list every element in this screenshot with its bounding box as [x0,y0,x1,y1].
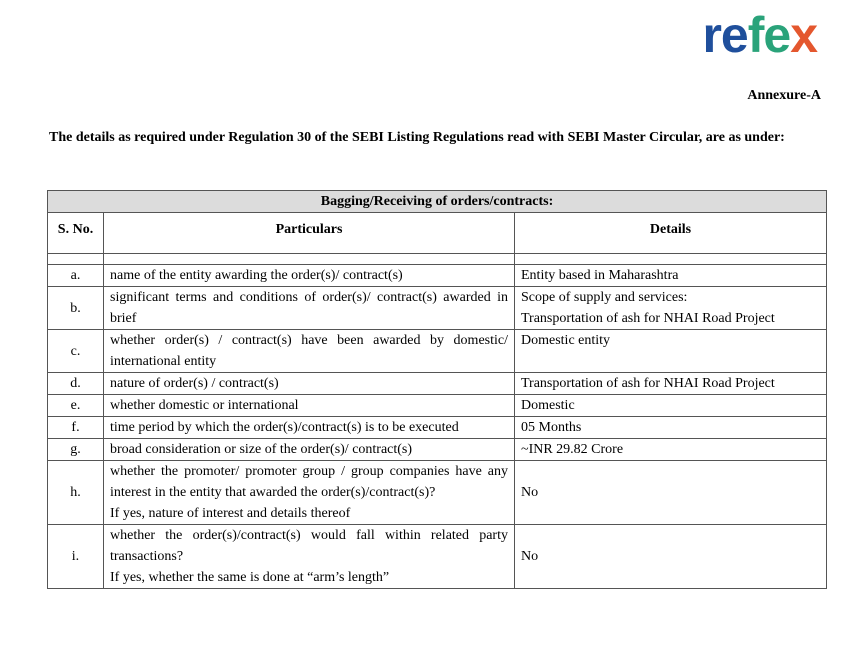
row-particulars: nature of order(s) / contract(s) [104,373,515,395]
table-row [48,461,827,525]
row-sno: a. [48,265,104,287]
row-sno: e. [48,395,104,417]
row-sno: c. [48,330,104,373]
row-particulars: broad consideration or size of the order(s)/ contract(s) [104,439,515,461]
row-sno: d. [48,373,104,395]
row-particulars-line: If yes, nature of interest and details thereof [110,506,351,521]
row-particulars: whether order(s) / contract(s) have been awarded by domestic/ international entity [104,330,515,373]
row-sno: f. [48,417,104,439]
row-sno: g. [48,439,104,461]
row-details-line: Scope of supply and services: [521,290,688,305]
table-row [48,417,827,439]
row-details: Domestic [515,395,827,417]
table-caption: Bagging/Receiving of orders/contracts: [48,191,827,213]
row-particulars: name of the entity awarding the order(s)/ contract(s) [104,265,515,287]
table-row [48,439,827,461]
table-header-row [48,213,827,254]
row-particulars-line: whether the order(s)/contract(s) would fall within related party transactions? [110,528,508,564]
table-row [48,330,827,373]
table-row [48,265,827,287]
row-particulars-line: If yes, whether the same is done at “arm’s length” [110,570,390,585]
row-particulars [104,461,515,525]
row-details: 05 Months [515,417,827,439]
row-details: No [515,525,827,589]
table-row [48,395,827,417]
row-particulars: whether domestic or international [104,395,515,417]
header-details: Details [515,213,827,254]
refex-logo: refex [702,7,817,63]
row-particulars: significant terms and conditions of order(s)/ contract(s) awarded in brief [104,287,515,330]
row-details: Entity based in Maharashtra [515,265,827,287]
table-row [48,373,827,395]
row-sno: h. [48,461,104,525]
row-details: No [515,461,827,525]
row-details: ~INR 29.82 Crore [515,439,827,461]
row-details-line: Transportation of ash for NHAI Road Project [521,311,775,326]
table-row [48,525,827,589]
header-particulars: Particulars [104,213,515,254]
table-gap-row [48,254,827,265]
row-details: Transportation of ash for NHAI Road Project [515,373,827,395]
row-particulars-line: whether the promoter/ promoter group / group companies have any interest in the entity that awarded the order(s)/contract(s)? [110,464,508,500]
table-caption-row [48,191,827,213]
row-sno: i. [48,525,104,589]
row-details: Domestic entity [515,330,827,373]
row-particulars: time period by which the order(s)/contract(s) is to be executed [104,417,515,439]
annexure-label: Annexure-A [747,88,821,103]
row-particulars [104,525,515,589]
row-sno: b. [48,287,104,330]
table-row [48,287,827,330]
orders-table [47,190,827,589]
intro-text: The details as required under Regulation 30 of the SEBI Listing Regulations read with SEBI Master Circular, are as under: [49,130,785,145]
row-details [515,287,827,330]
header-sno: S. No. [48,213,104,254]
